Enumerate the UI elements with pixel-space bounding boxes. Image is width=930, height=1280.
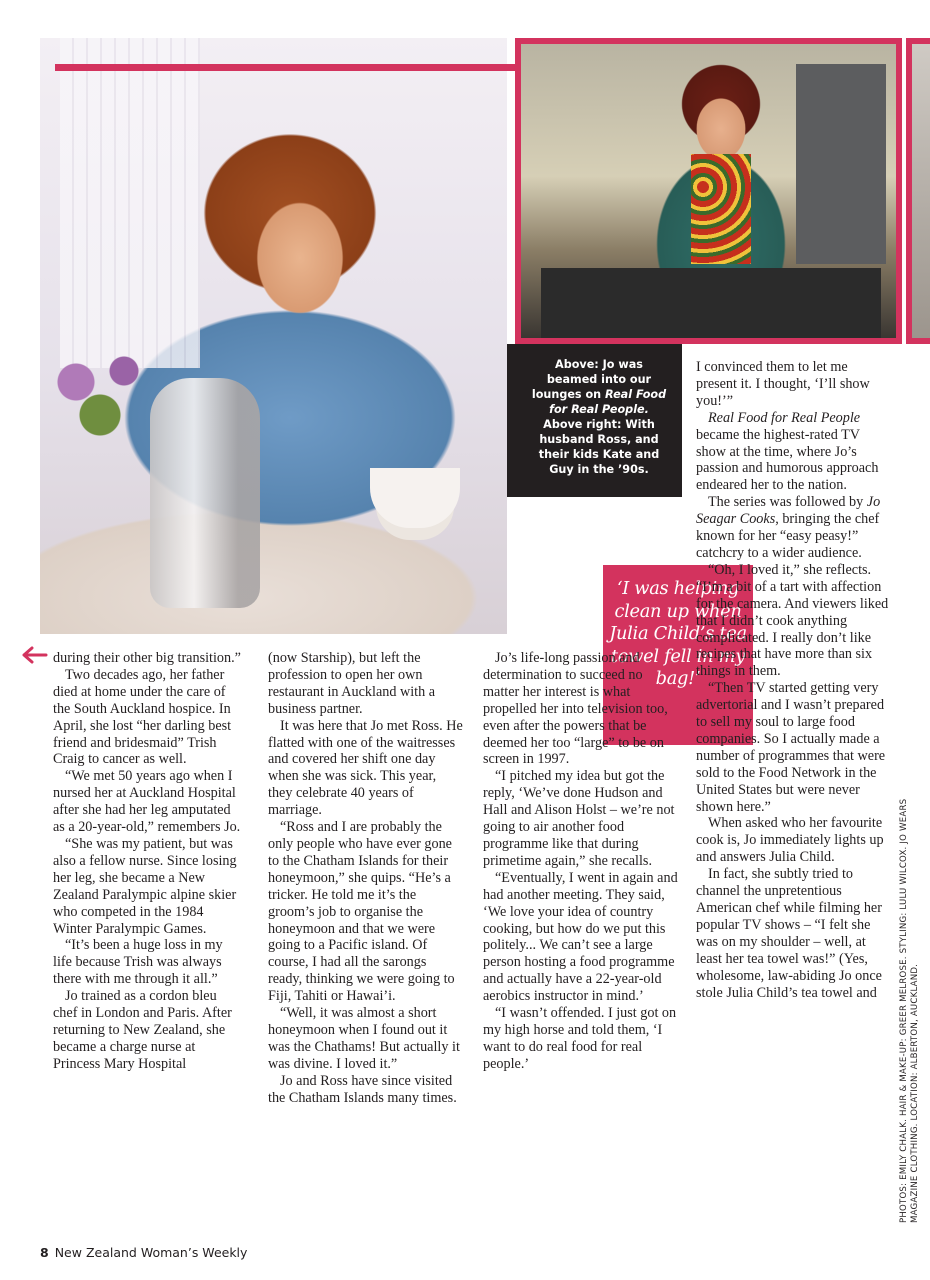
column-2	[268, 650, 463, 1106]
column-4	[696, 359, 891, 1001]
page-number: 8	[40, 1245, 49, 1260]
paragraph: Jo and Ross have since visited the Chatham Islands many times.	[268, 1072, 457, 1106]
paragraph: Real Food for Real People became the highest-rated TV show at the time, where Jo’s passion and humorous approach endeared her to the nation.	[696, 409, 879, 494]
paragraph: “It’s been a huge loss in my life because Trish was always there with me through it all.”	[53, 937, 223, 988]
tv-kitchen-photo	[515, 38, 902, 344]
flower-vase	[40, 338, 160, 448]
teacup	[370, 468, 460, 528]
paragraph: I convinced them to let me present it. I thought, ‘I’ll show you!’”	[696, 359, 870, 409]
column-3	[483, 650, 678, 1073]
paragraph: Jo’s life-long passion and determination to succeed no matter her interest is what propelled her into television too, even after the powers that be deemed her too “large” to be on screen in 1997.	[483, 650, 668, 768]
paragraph: “Oh, I loved it,” she reflects. “I’m a bit of a tart with affection for the camera. And viewers liked that I didn’t cook anything complicated. I really don’t like recipes that have more than six things in them.	[696, 561, 889, 680]
stove	[541, 268, 881, 338]
pull-quote: ‘I was helping clean up when Julia Child’s tea towel fell in my bag!’	[609, 578, 747, 689]
paragraph: (now Starship), but left the profession to open her own restaurant in Auckland with a business partner.	[268, 650, 436, 717]
paragraph: “Well, it was almost a short honeymoon when I found out it was the Chathams! But actually it was divine. I loved it.”	[268, 1005, 460, 1072]
paragraph: “We met 50 years ago when I nursed her at Auckland Hospital after she had her leg amputated as a 20-year-old,” remembers Jo.	[53, 768, 241, 836]
silver-teapot	[150, 378, 260, 608]
paragraph: Two decades ago, her father died at home under the care of the South Auckland hospice. In April, she lost “her darling best friend and bridesmaid” Trish Craig to cancer as well.	[53, 666, 232, 768]
show-title: Jo Seagar Cooks	[696, 494, 881, 528]
paragraph: The series was followed by Jo Seagar Cooks, bringing the chef known for her “easy peasy!” catchcry to a wider audience.	[696, 494, 881, 561]
show-title: Real Food for Real People	[708, 409, 861, 426]
family-photo-edge	[906, 38, 930, 344]
column-1	[53, 650, 243, 1073]
photo-credits: PHOTOS: EMILY CHALK. HAIR & MAKE-UP: GREER MELROSE. STYLING: LULU WILCOX. JO WEARS MAGAZINE CLOTHING. LOCATION: ALBERTON, AUCKLAND.	[899, 798, 920, 1223]
photo-caption: Above: Jo was beamed into our lounges on Real Food for Real People. Above right: With husband Ross, and their kids Kate and Guy in the ’90s.	[531, 358, 667, 476]
accent-bar	[55, 64, 517, 71]
paragraph: during their other big transition.”	[53, 650, 241, 666]
page-footer	[40, 1245, 247, 1260]
apron	[691, 154, 751, 264]
paragraph: “She was my patient, but was also a fellow nurse. Since losing her leg, she became a New Zealand Paralympic alpine skier who competed in the 1984 Winter Paralympic Games.	[53, 835, 237, 937]
paragraph: “I pitched my idea but got the reply, ‘We’ve done Hudson and Hall and Alison Holst – we’re not going to air another food programme like that during primetime again,” she recalls.	[483, 768, 675, 869]
paragraph: “I wasn’t offended. I just got on my high horse and told them, ‘I want to do real food for real people.’	[483, 1005, 677, 1072]
paragraph: It was here that Jo met Ross. He flatted with one of the waitresses and covered her shift one day when she was sick. This year, they celebrate 40 years of marriage.	[268, 717, 463, 819]
fridge	[796, 64, 886, 264]
paragraph: When asked who her favourite cook is, Jo immediately lights up and answers Julia Child.	[696, 815, 884, 866]
lace-curtain	[60, 38, 200, 368]
paragraph: In fact, she subtly tried to channel the unpretentious American chef while filming her popular TV shows – “I felt she was on my shoulder – well, at least her tea towel was!” (Yes, wholesome, law-abiding Jo once stole Julia Child’s tea towel and	[696, 866, 882, 1001]
publication-name: New Zealand Woman’s Weekly	[54, 1245, 248, 1260]
paragraph: “Then TV started getting very advertorial and I wasn’t prepared to sell my soul to large food companies. So I actually made a number of programmes that were sold to the Food Network in the United States but were never shown here.”	[696, 680, 886, 815]
main-photo-jo-tea	[40, 38, 507, 634]
paragraph: “Eventually, I went in again and had another meeting. They said, ‘We love your idea of country cooking, but how do we put this politely... We can’t see a large person hosting a food programme and actually have a 22-year-old aerobics instructor in mind.’	[483, 869, 678, 1005]
paragraph: Jo trained as a cordon bleu chef in London and Paris. After returning to New Zealand, she became a charge nurse at Princess Mary Hospital	[53, 988, 232, 1072]
arrow-left-icon	[22, 645, 48, 665]
paragraph: “Ross and I are probably the only people who have ever gone to the Chatham Islands for their honeymoon,” she quips. “He’s a tricker. He told me it’s the groom’s job to organise the honeymoon and that we were going to a Pacific island. Of course, I had all the sarongs ready, thinking we were going to Fiji, Tahiti or Hawai’i.	[268, 819, 455, 1005]
